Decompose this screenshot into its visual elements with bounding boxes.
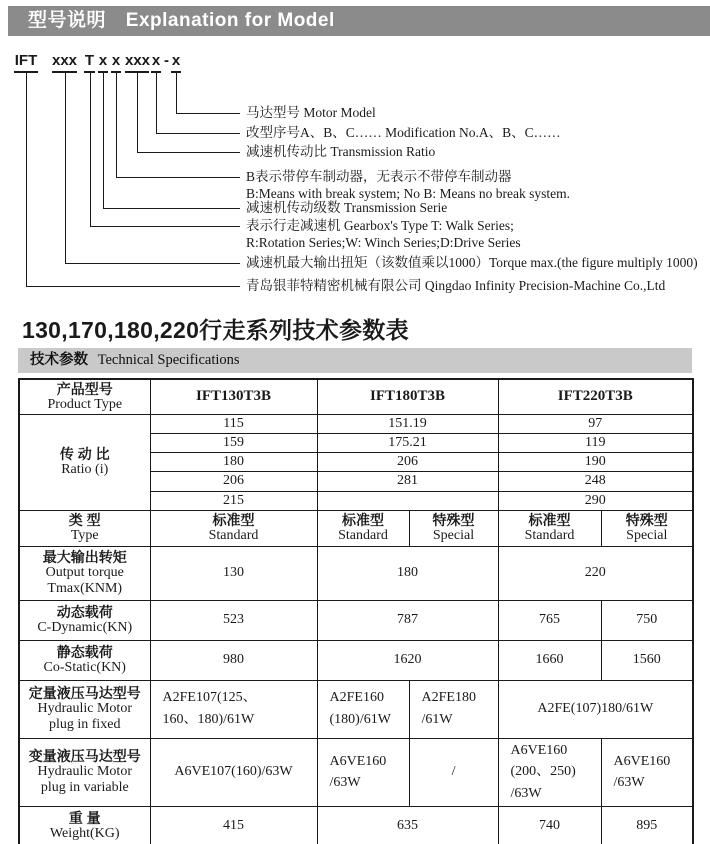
table-row [19,680,693,738]
table-cell: 980 [150,640,317,680]
spec-bar-label-en: Technical Specifications [97,352,240,368]
table-cell: 115 [150,415,317,434]
callout-label: 减速机传动级数 Transmission Serie [246,200,448,215]
table-cell: 895 [601,806,693,844]
table-cell: 标准型 Standard [150,510,317,546]
callout-label: 青岛银菲特精密机械有限公司 Qingdao Infinity Precision-Machine Co.,Ltd [246,278,666,293]
callout-connector-horizontal [65,263,241,264]
callout-connector-horizontal [156,133,240,134]
table-cell: 定量液压马达型号 Hydraulic Motor plug in fixed [19,680,150,738]
callout-connector-horizontal [103,208,240,209]
spec-bar-label-zh: 技术参数 [30,352,88,368]
table-cell: 765 [498,600,601,640]
model-code-diagram [0,40,710,312]
table-cell: 248 [498,472,693,491]
callout-connector-vertical [137,71,138,152]
model-code-segment: x [171,52,181,73]
table-cell: / [409,738,498,806]
table-row [19,640,693,680]
callout-connector-vertical [116,71,117,177]
table-cell: 206 [317,453,498,472]
callout-connector-horizontal [176,113,240,114]
table-row [19,738,693,806]
table-cell: 标准型 Standard [317,510,409,546]
table-cell: 175.21 [317,434,498,453]
table-cell: 97 [498,415,693,434]
table-row [19,379,693,415]
callout-connector-vertical [156,71,157,133]
section-title: 130,170,180,220行走系列技术参数表 [22,317,409,343]
table-row [19,806,693,844]
table-cell: A2FE(107)180/61W [498,680,693,738]
table-cell: 130 [150,546,317,600]
table-cell: A6VE107(160)/63W [150,738,317,806]
table-cell: 最大输出转矩 Output torque Tmax(KNM) [19,546,150,600]
callout-label: 马达型号 Motor Model [246,105,376,120]
callout-label: 改型序号A、B、C…… Modification No.A、B、C…… [246,125,561,140]
table-cell [317,491,498,510]
table-cell: 281 [317,472,498,491]
table-cell: 1620 [317,640,498,680]
callout-connector-vertical [176,71,177,113]
table-header-cell: IFT180T3B [317,379,498,415]
table-cell: 1560 [601,640,693,680]
table-cell: 220 [498,546,693,600]
table-cell: 静态载荷 Co-Static(KN) [19,640,150,680]
table-row [19,600,693,640]
table-cell: A2FE107(125、 160、180)/61W [150,680,317,738]
table-cell: A6VE160 /63W [317,738,409,806]
callout-label: 表示行走减速机 Gearbox's Type T: Walk Series; R:Rotation Series;W: Winch Series;D:Drive Series [246,218,521,250]
table-cell: 119 [498,434,693,453]
page-header-bar [8,6,710,36]
model-code-segment: x [151,52,161,73]
table-cell: 180 [150,453,317,472]
model-code-segment: x [111,52,121,73]
table-cell: 290 [498,491,693,510]
table-row [19,546,693,600]
header-title-zh: 型号说明 [28,10,107,31]
model-code-segment: T [84,52,95,73]
table-cell: 215 [150,491,317,510]
callout-connector-horizontal [26,286,240,287]
table-cell: 传 动 比 Ratio (i) [19,415,150,510]
table-cell: 635 [317,806,498,844]
table-cell: 变量液压马达型号 Hydraulic Motor plug in variable [19,738,150,806]
callout-connector-vertical [65,71,66,263]
table-cell: 重 量 Weight(KG) [19,806,150,844]
model-code-segment: - [164,52,169,69]
table-cell: 特殊型 Special [409,510,498,546]
table-cell: 190 [498,453,693,472]
table-cell: 750 [601,600,693,640]
table-cell: 动态载荷 C-Dynamic(KN) [19,600,150,640]
callout-connector-horizontal [90,226,241,227]
technical-specifications-bar [18,348,692,373]
table-cell: 787 [317,600,498,640]
model-code-segment: xxx [125,52,149,73]
table-cell: 159 [150,434,317,453]
table-header-cell: IFT130T3B [150,379,317,415]
table-cell: A6VE160 (200、250) /63W [498,738,601,806]
model-code-segment: IFT [14,52,38,73]
model-code-segment: xxx [52,52,77,73]
table-row [19,415,693,434]
technical-specifications-table [18,378,694,844]
table-cell: 523 [150,600,317,640]
table-cell: 180 [317,546,498,600]
table-row [19,510,693,546]
table-header-cell: 产品型号 Product Type [19,379,150,415]
callout-connector-vertical [103,71,104,208]
table-cell: 1660 [498,640,601,680]
table-cell: 特殊型 Special [601,510,693,546]
callout-connector-vertical [26,71,27,286]
header-title-en: Explanation for Model [125,10,335,31]
table-cell: 标准型 Standard [498,510,601,546]
table-cell: A2FE180 /61W [409,680,498,738]
table-cell: 740 [498,806,601,844]
table-cell: 415 [150,806,317,844]
model-code-segment: x [98,52,108,73]
callout-label: B表示带停车制动器，无表示不带停车制动器 B:Means with break system; No B: Means no break system. [246,169,570,201]
table-cell: 206 [150,472,317,491]
callout-connector-horizontal [116,177,240,178]
table-header-cell: IFT220T3B [498,379,693,415]
callout-label: 减速机传动比 Transmission Ratio [246,144,436,159]
callout-connector-horizontal [137,152,240,153]
table-cell: 151.19 [317,415,498,434]
table-cell: 类 型 Type [19,510,150,546]
callout-connector-vertical [90,71,91,226]
callout-label: 减速机最大输出扭矩（该数值乘以1000）Torque max.(the figure multiply 1000) [246,255,698,270]
table-cell: A6VE160 /63W [601,738,693,806]
table-cell: A2FE160 (180)/61W [317,680,409,738]
